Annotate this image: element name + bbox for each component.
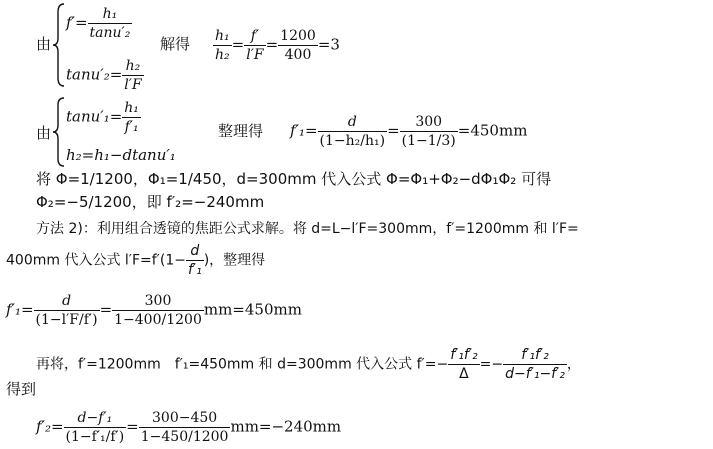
you-label-1: 由 [36,35,52,53]
dedao-label: 得到 [6,380,37,398]
equation-tan-u2: tanu′₂= $\frac{\text{h₂}}{l'F}$ [66,58,142,93]
method2-line: 方法 2)：利用组合透镜的焦距公式求解。将 d=L−l′F=300mm，f′=1200mm 和 l′F= [36,221,579,237]
zhengli-label: 整理得 [218,122,264,140]
zaijiang-line: 再将，f′=1200mm f′₁=450mm 和 d=300mm 代入公式 f′=− $\frac{\text{f′₁f′₂}}{\Delta}$ =− $\frac{\text{f′₁f′₂}}{\text{d−f′₁−f′₂}}$ ， [36,347,581,382]
left-brace-2 [52,96,66,168]
left-brace-1 [52,2,66,88]
equation-ratio: $\frac{\text{h₁}}{\text{h₂}}$ = $\frac{f'}{l'F}$ = $\frac{1200}{400}$ =3 [215,28,340,63]
you-label-2: 由 [36,124,52,142]
phi2-result-line: Φ₂=−5/1200，即 f′₂=−240mm [36,193,265,211]
equation-f1-prime: f′₁= $\frac{d}{\text{(1−h₂/h₁)}}$ = $\frac{300}{(1-1/3)}$ =450mm [290,114,528,149]
equation-f-prime: f′= $\frac{\text{h₁}}{\text{tanu′₂}}$ [66,6,131,41]
equation-f2-result: f′₂= $\frac{\text{d−f′₁}}{\text{(1−f′₁/f′)}}$ = $\frac{300-450}{1-450/1200}$ mm=−240mm [36,410,342,445]
equation-h2: h₂=h₁−dtanu′₁ [66,146,176,164]
phi-substitution-line: 将 Φ=1/1200，Φ₁=1/450，d=300mm 代入公式 Φ=Φ₁+Φ₂−dΦ₁Φ₂ 可得 [36,170,552,188]
method2-formula-line: 400mm 代入公式 l′F=f′(1− $\frac{d}{\text{f′₁}}$ )，整理得 [6,243,266,278]
jiede-label: 解得 [160,35,191,53]
equation-tan-u1: tanu′₁= $\frac{\text{h₁}}{\text{f′₁}}$ [66,100,139,135]
equation-f1-combined: f′₁= $\frac{d}{(1-l'F/f')}$ = $\frac{300}{1-400/1200}$ mm=450mm [6,293,302,328]
